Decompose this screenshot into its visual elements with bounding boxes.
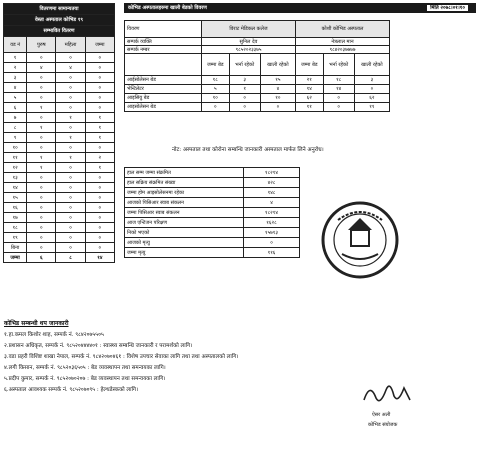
table-row <box>4 143 115 153</box>
summary-value: १८२१४ <box>244 168 300 178</box>
table-cell: ० <box>56 103 85 113</box>
table-cell: ० <box>27 233 56 243</box>
signatory-role: कोभिड संयोजक <box>368 422 398 428</box>
date-label: मिति २०७८।०१।१० <box>427 5 468 11</box>
table-cell: १ <box>4 53 27 63</box>
table-cell: ० <box>27 213 56 223</box>
table-cell: ० <box>27 243 56 253</box>
summary-label: जम्मा होम आइसोलेसनमा रहेका <box>125 188 244 198</box>
table-cell: ७ <box>4 113 27 123</box>
table-cell: ० <box>85 213 114 223</box>
table-row <box>125 238 300 248</box>
contact-label: सम्पर्क व्यक्ति <box>125 38 202 46</box>
hospital-1-phone: ९८५२०२३३७५ <box>202 46 296 54</box>
table-cell: ० <box>85 243 114 253</box>
contact-line: १.हा.कमल किशोर शाह, सम्पर्क नं. ९८४२०७५५०५ <box>4 332 104 338</box>
contact-line: ५.प्रदीप कुमार, सम्पर्क नं. ९८५२०७०२०७ : बेड व्यवस्थापन तथा समन्वयका लागि। <box>4 376 166 382</box>
table-row <box>4 53 115 63</box>
table-cell: २ <box>85 153 114 163</box>
row-label: भेन्टिलेटर <box>125 85 202 94</box>
summary-table <box>124 167 300 258</box>
office-seal <box>320 200 400 280</box>
table-cell: ० <box>56 83 85 93</box>
table-cell: ० <box>27 143 56 153</box>
table-row <box>4 63 115 73</box>
table-cell: ० <box>202 103 230 112</box>
table-cell: ० <box>56 73 85 83</box>
table-cell: ० <box>85 193 114 203</box>
summary-label: हाल सम्म जम्मा संक्रमित <box>125 168 244 178</box>
table-cell: ४ <box>260 85 295 94</box>
table-cell: ० <box>27 113 56 123</box>
ward-title-3: सम्भावित वितरण <box>4 26 115 37</box>
table-cell: ११ <box>4 153 27 163</box>
table-cell: १० <box>4 143 27 153</box>
table-cell: १८ <box>323 76 354 85</box>
table-cell: ० <box>56 193 85 203</box>
subhead: खाली रहेको <box>354 54 389 76</box>
table-cell: ० <box>85 183 114 193</box>
table-cell: ० <box>27 203 56 213</box>
table-cell: ६ <box>4 103 27 113</box>
table-cell: ० <box>27 183 56 193</box>
page-title: कोभिड अस्पतालहरुमा खाली बेडको विवरण <box>128 5 207 11</box>
table-cell: ० <box>354 85 389 94</box>
table-cell: ० <box>56 223 85 233</box>
subhead: भर्ना रहेको <box>229 54 260 76</box>
summary-value: १८२१४ <box>244 208 300 218</box>
table-row <box>125 208 300 218</box>
summary-label: जम्मा पिसिआर स्वाब संकलन <box>125 208 244 218</box>
table-cell: ० <box>56 213 85 223</box>
table-cell: १७ <box>4 213 27 223</box>
table-cell: ० <box>56 183 85 193</box>
summary-label: आज एन्टिजन परिक्षण <box>125 218 244 228</box>
table-cell: ० <box>56 143 85 153</box>
table-cell: ० <box>56 233 85 243</box>
table-row <box>4 83 115 93</box>
table-cell: ० <box>85 173 114 183</box>
contact-line: ४.लगी किसान, सम्पर्क नं. ९८५२०३६५०५ : बेड व्यवस्थापन तथा समन्वयका लागि। <box>4 365 166 371</box>
table-cell: १ <box>27 103 56 113</box>
table-row <box>4 93 115 103</box>
table-cell: ० <box>323 103 354 112</box>
table-row <box>4 183 115 193</box>
row-label: आइसियु बेड <box>125 94 202 103</box>
table-cell: ० <box>56 53 85 63</box>
contacts-list <box>4 332 238 398</box>
table-cell: ० <box>260 103 295 112</box>
table-row <box>4 153 115 163</box>
hospital-2-contact: नेत्रलाल मान <box>295 38 389 46</box>
row-label: आईसोलेसन बेड <box>125 76 202 85</box>
table-cell: १४ <box>323 85 354 94</box>
ward-title-2: वेस्ता अस्पताल कोभिड १९ <box>4 15 115 26</box>
table-cell: १३ <box>4 173 27 183</box>
table-cell: १० <box>260 94 295 103</box>
row-label: आइसोलेसन बेड <box>125 103 202 112</box>
table-cell: १ <box>85 113 114 123</box>
table-cell: ० <box>56 203 85 213</box>
table-row <box>125 188 300 198</box>
table-row <box>4 213 115 223</box>
table-cell: ० <box>85 203 114 213</box>
table-row <box>4 163 115 173</box>
table-cell: जम्मा <box>4 253 27 263</box>
hospital-1-name: विराट मेडिकल कलेज <box>202 21 296 38</box>
table-row <box>125 168 300 178</box>
table-cell: ४ <box>56 63 85 73</box>
detail-header: विवरण <box>125 21 202 38</box>
table-cell: ० <box>85 83 114 93</box>
table-cell: ० <box>85 143 114 153</box>
table-cell: १० <box>202 94 230 103</box>
table-cell: १६ <box>4 203 27 213</box>
table-row <box>4 113 115 123</box>
table-cell: ० <box>85 63 114 73</box>
table-cell: १ <box>27 163 56 173</box>
table-cell: ११ <box>295 103 323 112</box>
subhead-blank <box>125 54 202 76</box>
summary-label: जम्मा मृत्यु <box>125 248 244 258</box>
summary-label: आजको पिसिआर स्वाब संकलन <box>125 198 244 208</box>
hospital-2-name: कोशी कोभिड अस्पताल <box>295 21 389 38</box>
table-cell: ० <box>56 173 85 183</box>
table-cell: १९ <box>4 233 27 243</box>
table-cell: २ <box>4 63 27 73</box>
contact-line: ६.अस्पताल आवश्यक सम्पर्क नं. ९८५२०७०९५ : हेल्थडेस्कको लागि। <box>4 387 139 393</box>
table-cell: १५ <box>260 76 295 85</box>
top-title-bar <box>124 3 476 13</box>
table-cell: १ <box>56 133 85 143</box>
subhead: खाली रहेको <box>260 54 295 76</box>
table-row <box>4 193 115 203</box>
table-cell: ० <box>27 173 56 183</box>
table-cell: ५ <box>202 85 230 94</box>
table-row <box>4 173 115 183</box>
table-cell: ० <box>27 193 56 203</box>
table-cell: १८ <box>4 223 27 233</box>
table-cell: ३ <box>4 73 27 83</box>
ward-table <box>3 3 115 263</box>
summary-value: ० <box>244 238 300 248</box>
subhead: जम्मा बेड <box>295 54 323 76</box>
table-cell: १४ <box>295 85 323 94</box>
table-row <box>125 228 300 238</box>
table-cell: ० <box>27 83 56 93</box>
table-row <box>4 73 115 83</box>
table-cell: १ <box>27 153 56 163</box>
table-cell: १ <box>85 163 114 173</box>
table-row <box>4 243 115 253</box>
table-row <box>125 248 300 258</box>
table-cell: १८ <box>202 76 230 85</box>
summary-value: ४ <box>244 198 300 208</box>
summary-value: १४८ <box>244 188 300 198</box>
subhead: जम्मा बेड <box>202 54 230 76</box>
contacts-title: कोभिड सम्बन्धी थप जानकारी <box>4 320 69 327</box>
signature <box>360 378 420 408</box>
female-header: महिला <box>56 37 85 53</box>
contact-line: ३.वडा प्रहरी विशिष्ट शाखा नेपाल, सम्पर्क नं. ९८४२०७०४६१ : विशेष उपचार सेवाका लागि तथा तथा अस्पतालको लागि। <box>4 354 239 360</box>
table-cell: १४ <box>4 183 27 193</box>
table-cell: ० <box>229 103 260 112</box>
table-row <box>125 178 300 188</box>
table-cell: ५ <box>4 93 27 103</box>
table-row <box>4 133 115 143</box>
phone-label: सम्पर्क नम्बर <box>125 46 202 54</box>
bed-table <box>124 20 390 112</box>
table-cell: ० <box>85 103 114 113</box>
table-cell: १ <box>229 85 260 94</box>
table-cell: ३ <box>354 76 389 85</box>
table-cell: ० <box>323 94 354 103</box>
table-row <box>4 223 115 233</box>
table-cell: १ <box>85 133 114 143</box>
summary-value: १६२८ <box>244 218 300 228</box>
table-cell: ० <box>56 93 85 103</box>
summary-label: हाल सक्रिय संक्रमित संख्या <box>125 178 244 188</box>
summary-label: निको भएको <box>125 228 244 238</box>
table-cell: ११ <box>354 103 389 112</box>
table-cell: ० <box>85 73 114 83</box>
table-cell: ० <box>27 53 56 63</box>
table-cell: ८ <box>56 253 85 263</box>
table-cell: ० <box>27 93 56 103</box>
table-cell: १ <box>85 123 114 133</box>
table-cell: ० <box>85 93 114 103</box>
table-row <box>4 203 115 213</box>
table-row <box>125 76 390 85</box>
table-row <box>125 94 390 103</box>
table-row <box>4 233 115 243</box>
signatory-name: ऐसर अली <box>372 412 391 418</box>
summary-label: आजको मृत्यु <box>125 238 244 248</box>
table-cell: ० <box>27 133 56 143</box>
ward-header: वड नं <box>4 37 27 53</box>
bed-note: नोट: अस्पताल तथा कोरोना सम्बन्धि जानकारी अस्पताल मार्फत लिने अनुरोध। <box>172 147 324 153</box>
table-row <box>125 103 390 112</box>
subhead: भर्ना रहेको <box>323 54 354 76</box>
male-header: पुरुष <box>27 37 56 53</box>
hospital-2-phone: ९८४२०३७७७७ <box>295 46 389 54</box>
table-cell: ६ <box>27 253 56 263</box>
table-cell: ० <box>85 223 114 233</box>
table-row <box>125 218 300 228</box>
table-cell: ८ <box>4 123 27 133</box>
table-cell: २१ <box>295 76 323 85</box>
table-row <box>4 103 115 113</box>
table-cell: ६२ <box>354 94 389 103</box>
table-cell: १ <box>27 123 56 133</box>
table-cell: ३ <box>229 76 260 85</box>
table-cell: १ <box>56 153 85 163</box>
table-cell: बिना <box>4 243 27 253</box>
table-cell: ० <box>56 163 85 173</box>
total-header: जम्मा <box>85 37 114 53</box>
table-cell: ० <box>85 233 114 243</box>
table-cell: १ <box>56 113 85 123</box>
table-cell: ० <box>27 73 56 83</box>
table-cell: ४ <box>4 83 27 93</box>
table-row <box>125 198 300 208</box>
table-row <box>4 253 115 263</box>
table-cell: ० <box>85 53 114 63</box>
contact-line: २.प्रशासन अधिकृत, सम्पर्क नं. ९८५२०४४४४०१ : स्वास्थ्य सम्बन्धि जानकारी र परामर्शको लागि। <box>4 343 193 349</box>
table-cell: ४ <box>27 63 56 73</box>
table-cell: ६२ <box>295 94 323 103</box>
summary-value: ४२८ <box>244 178 300 188</box>
table-cell: ० <box>27 223 56 233</box>
table-cell: १४ <box>85 253 114 263</box>
table-cell: १२ <box>4 163 27 173</box>
table-row <box>125 85 390 94</box>
table-cell: ० <box>229 94 260 103</box>
table-cell: ९ <box>4 133 27 143</box>
summary-value: ११६ <box>244 248 300 258</box>
summary-value: १५७१३ <box>244 228 300 238</box>
table-cell: १५ <box>4 193 27 203</box>
ward-title-1: वितरणमा सामान्यतया <box>4 4 115 15</box>
table-cell: ० <box>56 123 85 133</box>
hospital-1-contact: सुनिल देव <box>202 38 296 46</box>
table-cell: ० <box>56 243 85 253</box>
table-row <box>4 123 115 133</box>
